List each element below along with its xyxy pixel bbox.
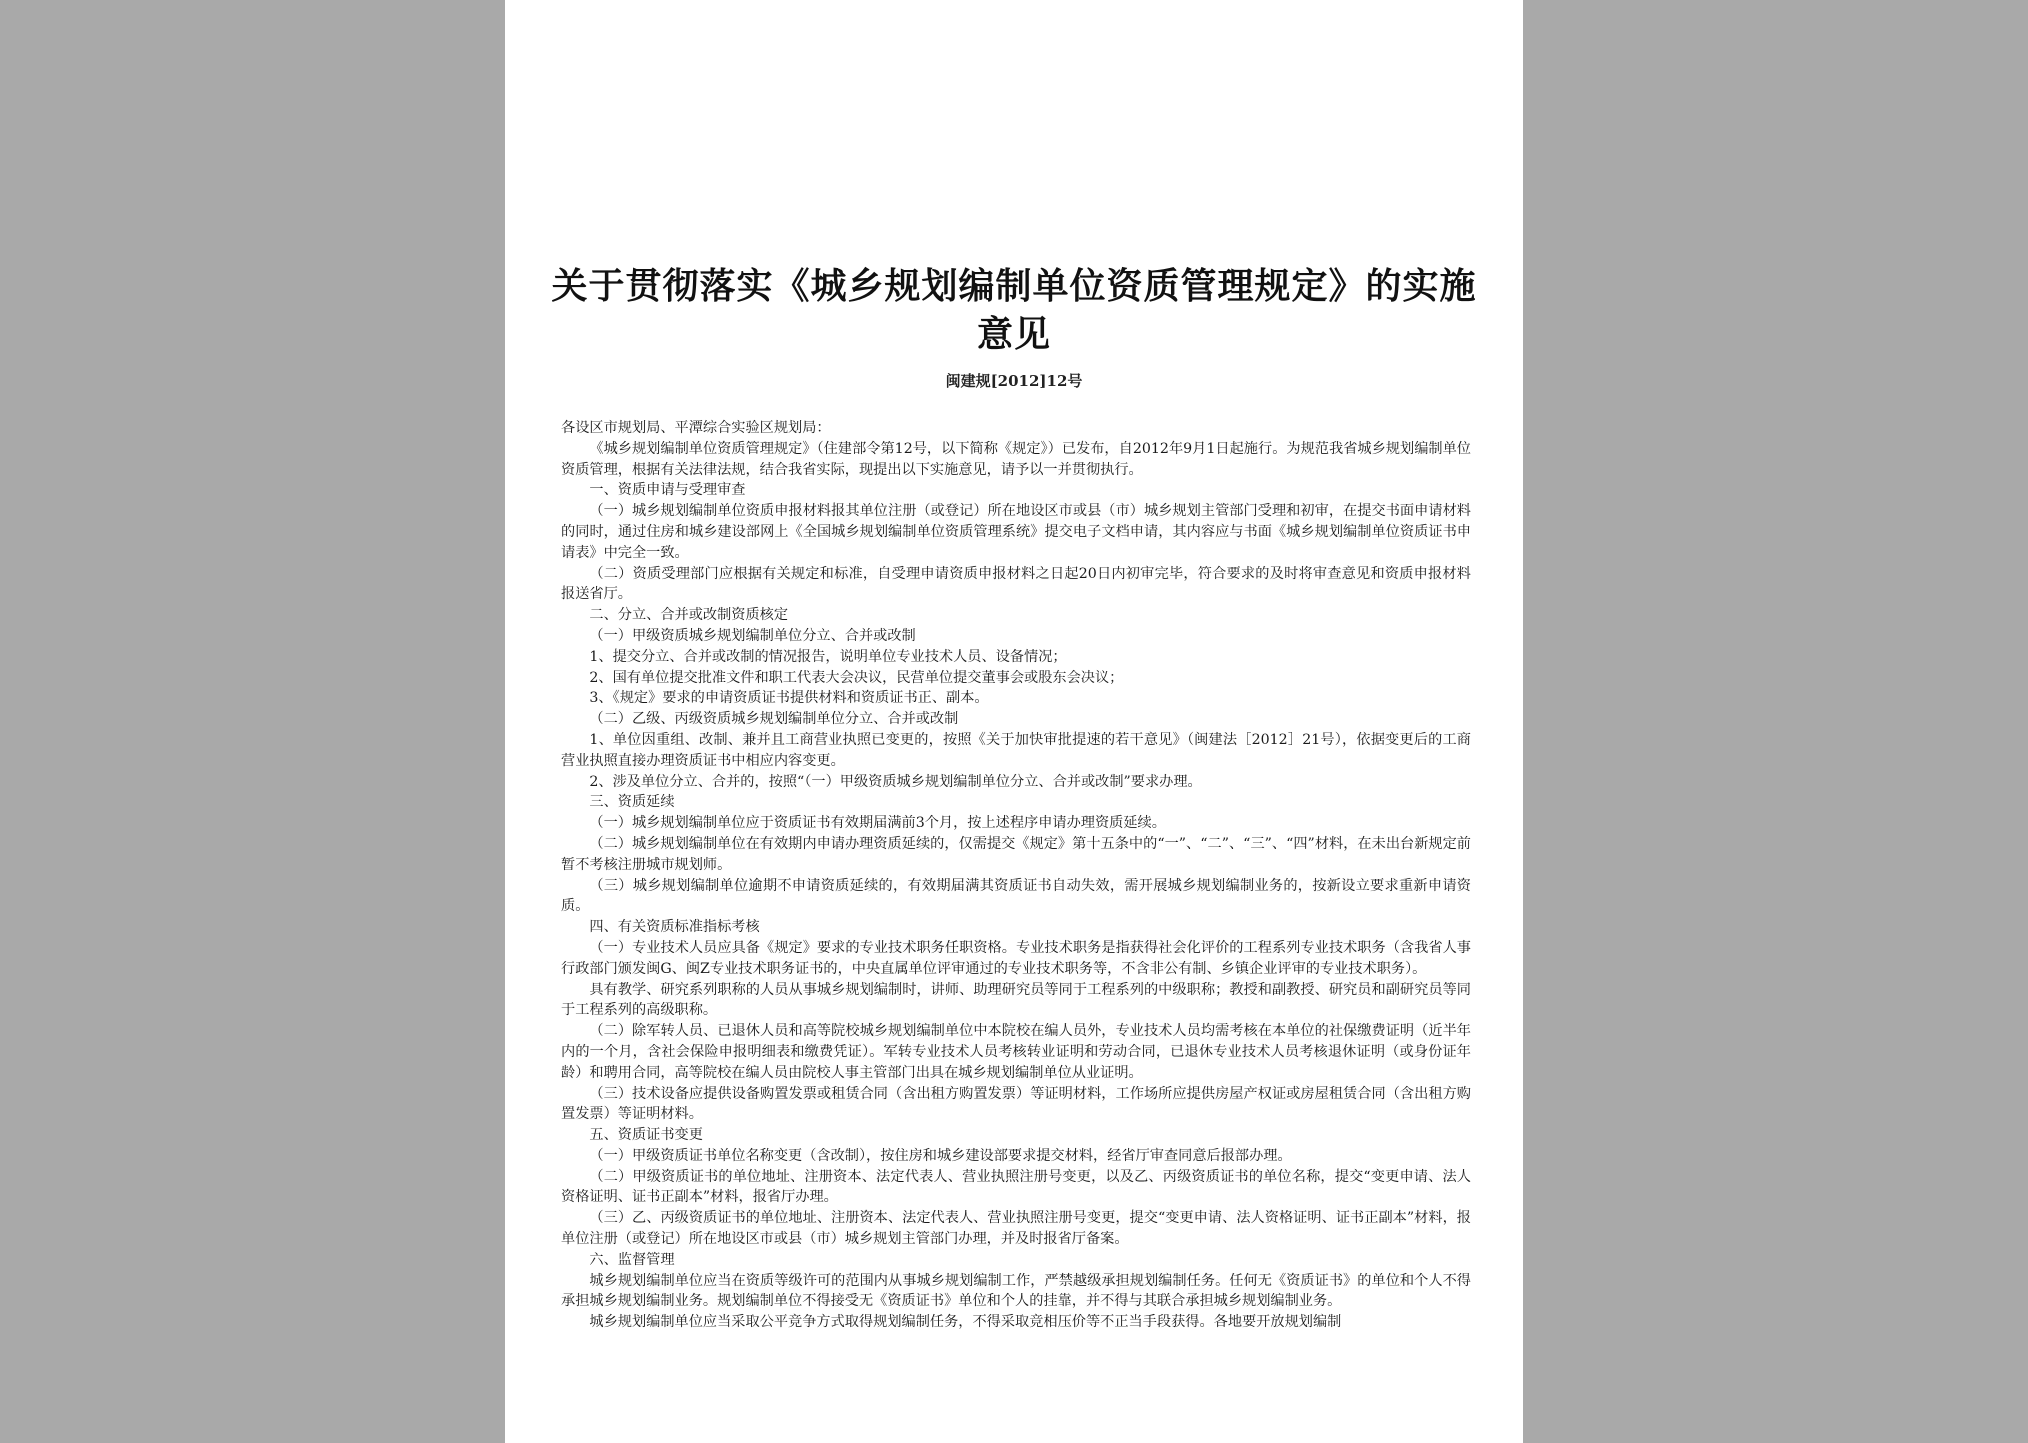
document-body — [561, 418, 1471, 1333]
section-heading: 一、资质申请与受理审查 — [589, 482, 746, 499]
section-heading: 二、分立、合并或改制资质核定 — [589, 607, 789, 624]
section-heading: 五、资质证书变更 — [589, 1127, 703, 1144]
paragraph: （一）专业技术人员应具备《规定》要求的专业技术职务任职资格。专业技术职务是指获得社会化评价的工程系列专业技术职务（含我省人事行政部门颁发闽G、闽Z专业技术职务证书的，中央直属单位评审通过的专业技术职务等，不含非公有制、乡镇企业评审的专业技术职务）。 — [561, 939, 1471, 977]
paragraph: （二）甲级资质证书的单位地址、注册资本、法定代表人、营业执照注册号变更，以及乙、丙级资质证书的单位名称，提交“变更申请、法人资格证明、证书正副本”材料，报省厅办理。 — [561, 1168, 1471, 1206]
paragraph: （一）甲级资质城乡规划编制单位分立、合并或改制 — [589, 627, 916, 644]
document-page — [505, 0, 1523, 1443]
paragraph: （二）资质受理部门应根据有关规定和标准，自受理申请资质申报材料之日起20日内初审完毕，符合要求的及时将审查意见和资质申报材料报送省厅。 — [561, 565, 1471, 603]
paragraph: 2、涉及单位分立、合并的，按照“（一）甲级资质城乡规划编制单位分立、合并或改制”要求办理。 — [589, 773, 1202, 790]
section-heading: 四、有关资质标准指标考核 — [589, 919, 760, 936]
paragraph: （三）城乡规划编制单位逾期不申请资质延续的，有效期届满其资质证书自动失效，需开展城乡规划编制业务的，按新设立要求重新申请资质。 — [561, 877, 1471, 915]
paragraph: 具有教学、研究系列职称的人员从事城乡规划编制时，讲师、助理研究员等同于工程系列的中级职称；教授和副教授、研究员和副研究员等同于工程系列的高级职称。 — [561, 981, 1471, 1019]
paragraph: （三）乙、丙级资质证书的单位地址、注册资本、法定代表人、营业执照注册号变更，提交“变更申请、法人资格证明、证书正副本”材料，报单位注册（或登记）所在地设区市或县（市）城乡规划主管部门办理，并及时报省厅备案。 — [561, 1210, 1471, 1248]
section-heading: 六、监督管理 — [589, 1251, 675, 1268]
paragraph: （一）城乡规划编制单位资质申报材料报其单位注册（或登记）所在地设区市或县（市）城乡规划主管部门受理和初审，在提交书面申请材料的同时，通过住房和城乡建设部网上《全国城乡规划编制单位资质管理系统》提交电子文档申请，其内容应与书面《城乡规划编制单位资质证书申请表》中完全一致。 — [561, 503, 1471, 561]
paragraph: （三）技术设备应提供设备购置发票或租赁合同（含出租方购置发票）等证明材料，工作场所应提供房屋产权证或房屋租赁合同（含出租方购置发票）等证明材料。 — [561, 1085, 1471, 1123]
paragraph: （一）甲级资质证书单位名称变更（含改制），按住房和城乡建设部要求提交材料，经省厅审查同意后报部办理。 — [589, 1147, 1292, 1164]
paragraph: （二）乙级、丙级资质城乡规划编制单位分立、合并或改制 — [589, 711, 959, 728]
addressee: 各设区市规划局、平潭综合实验区规划局： — [561, 420, 831, 436]
paragraph: 3、《规定》要求的申请资质证书提供材料和资质证书正、副本。 — [589, 690, 989, 707]
paragraph: （二）除军转人员、已退休人员和高等院校城乡规划编制单位中本院校在编人员外，专业技术人员均需考核在本单位的社保缴费证明（近半年内的一个月，含社会保险申报明细表和缴费凭证）。军转专业技术人员考核转业证明和劳动合同，已退休专业技术人员考核退休证明（或身份证年龄）和聘用合同，高等院校在编人员由院校人事主管部门出具在城乡规划编制单位从业证明。 — [561, 1023, 1471, 1081]
document-title: 关于贯彻落实《城乡规划编制单位资质管理规定》的实施意见 — [551, 265, 1477, 355]
paragraph: 1、单位因重组、改制、兼并且工商营业执照已变更的，按照《关于加快审批提速的若干意见》（闽建法［2012］21号），依据变更后的工商营业执照直接办理资质证书中相应内容变更。 — [561, 731, 1471, 769]
document-number: 闽建规[2012]12号 — [945, 372, 1083, 390]
paragraph: 城乡规划编制单位应当采取公平竞争方式取得规划编制任务，不得采取竞相压价等不正当手段获得。各地要开放规划编制 — [589, 1314, 1342, 1331]
paragraph: 1、提交分立、合并或改制的情况报告，说明单位专业技术人员、设备情况； — [589, 648, 1067, 665]
paragraph: 城乡规划编制单位应当在资质等级许可的范围内从事城乡规划编制工作，严禁越级承担规划编制任务。任何无《资质证书》的单位和个人不得承担城乡规划编制业务。规划编制单位不得接受无《资质证书》单位和个人的挂靠，并不得与其联合承担城乡规划编制业务。 — [561, 1272, 1471, 1310]
paragraph: 《城乡规划编制单位资质管理规定》（住建部令第12号，以下简称《规定》）已发布，自2012年9月1日起施行。为规范我省城乡规划编制单位资质管理，根据有关法律法规，结合我省实际，现提出以下实施意见，请予以一并贯彻执行。 — [561, 440, 1471, 478]
paragraph: （二）城乡规划编制单位在有效期内申请办理资质延续的，仅需提交《规定》第十五条中的“一”、“二”、“三”、“四”材料，在未出台新规定前暂不考核注册城市规划师。 — [561, 835, 1471, 873]
section-heading: 三、资质延续 — [589, 794, 675, 811]
paragraph: （一）城乡规划编制单位应于资质证书有效期届满前3个月，按上述程序申请办理资质延续。 — [589, 815, 1166, 832]
paragraph: 2、国有单位提交批准文件和职工代表大会决议，民营单位提交董事会或股东会决议； — [589, 669, 1124, 686]
